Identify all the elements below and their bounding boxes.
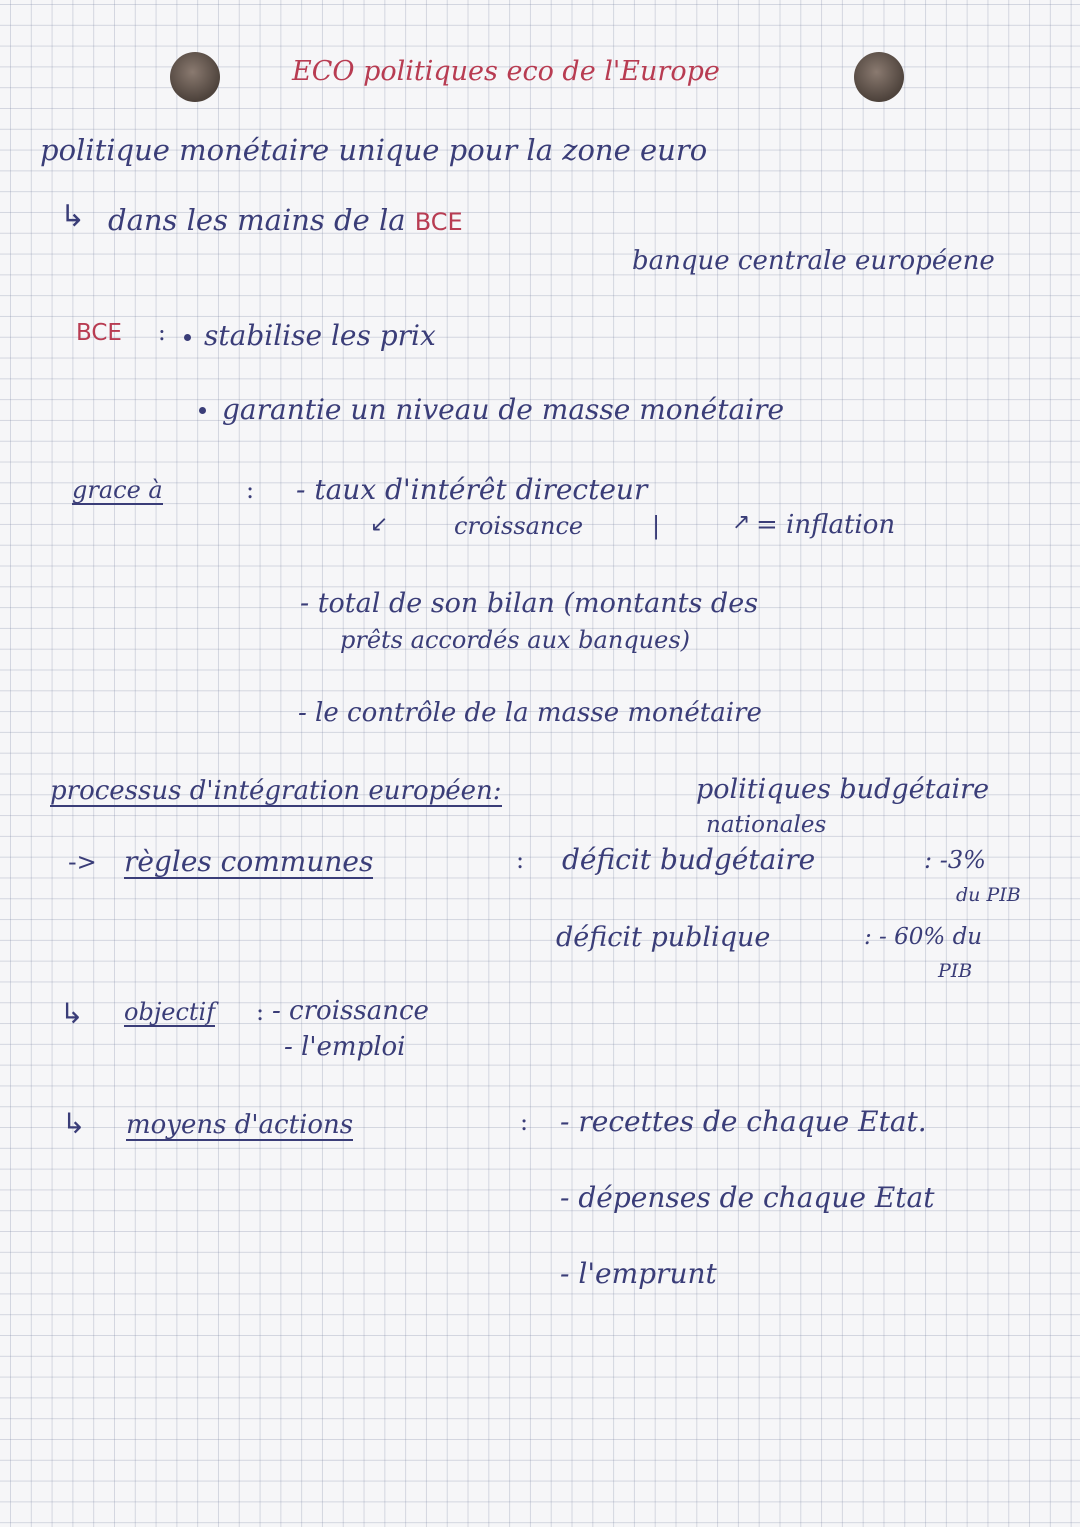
punch-hole-left [170, 52, 220, 102]
grace-separator: : [246, 476, 255, 504]
bce-acronym: BCE [414, 208, 463, 236]
arrow-return-icon: ↳ [60, 199, 86, 234]
rules-label: règles communes [124, 845, 374, 878]
deficit-2-label: déficit publique [556, 922, 771, 953]
grace-item-1: - taux d'intérêt directeur [296, 473, 648, 506]
bce-separator: : [158, 320, 166, 346]
rules-arrow: -> [68, 848, 97, 876]
arrow-return-icon: ↳ [60, 997, 84, 1030]
item1-note-left: croissance [454, 512, 584, 540]
grace-label: grace à [72, 476, 163, 504]
moyens-item-2: - dépenses de chaque Etat [560, 1181, 935, 1214]
intro-sub: dans les mains de la BCE [108, 203, 463, 237]
integration-heading-right-2: nationales [706, 812, 827, 838]
arrow-up-right-icon: ↗ [732, 510, 751, 535]
bce-point-2: garantie un niveau de masse monétaire [222, 393, 785, 426]
deficit-1-value: : -3% [924, 846, 986, 874]
bullet-icon [184, 334, 191, 341]
objectif-separator: : [256, 998, 265, 1026]
arrow-return-icon: ↳ [62, 1107, 86, 1140]
deficit-2-value: : - 60% du [864, 924, 983, 950]
punch-hole-right [854, 52, 904, 102]
item1-note-right: = inflation [756, 510, 896, 540]
deficit-2-unit: PIB [938, 960, 973, 982]
bullet-icon [199, 407, 206, 414]
deficit-1-unit: du PIB [956, 884, 1021, 906]
item1-note-divider: | [652, 512, 661, 540]
grace-item-2-line-2: prêts accordés aux banques) [340, 626, 691, 654]
arrow-down-left-icon: ↙ [370, 512, 389, 537]
objectif-label: objectif [124, 998, 216, 1026]
grace-item-3: - le contrôle de la masse monétaire [298, 698, 762, 728]
objectif-item-1: - croissance [272, 996, 429, 1026]
intro-line: politique monétaire unique pour la zone euro [40, 133, 708, 167]
grace-item-2-line-1: - total de son bilan (montants des [300, 588, 759, 619]
bce-point-1: stabilise les prix [204, 319, 436, 352]
moyens-separator: : [520, 1108, 529, 1136]
integration-heading-right-1: politiques budgétaire [696, 774, 990, 805]
moyens-item-1: - recettes de chaque Etat. [560, 1105, 927, 1138]
bce-expansion: banque centrale européene [632, 246, 995, 276]
moyens-label: moyens d'actions [126, 1110, 354, 1140]
deficit-1-label: déficit budgétaire [562, 843, 816, 876]
page-title: ECO politiques eco de l'Europe [292, 56, 720, 87]
objectif-item-2: - l'emploi [284, 1032, 406, 1062]
bce-label: BCE [76, 320, 122, 346]
moyens-item-3: - l'emprunt [560, 1257, 717, 1290]
integration-heading: processus d'intégration européen: [50, 776, 502, 806]
rules-separator: : [516, 846, 525, 874]
